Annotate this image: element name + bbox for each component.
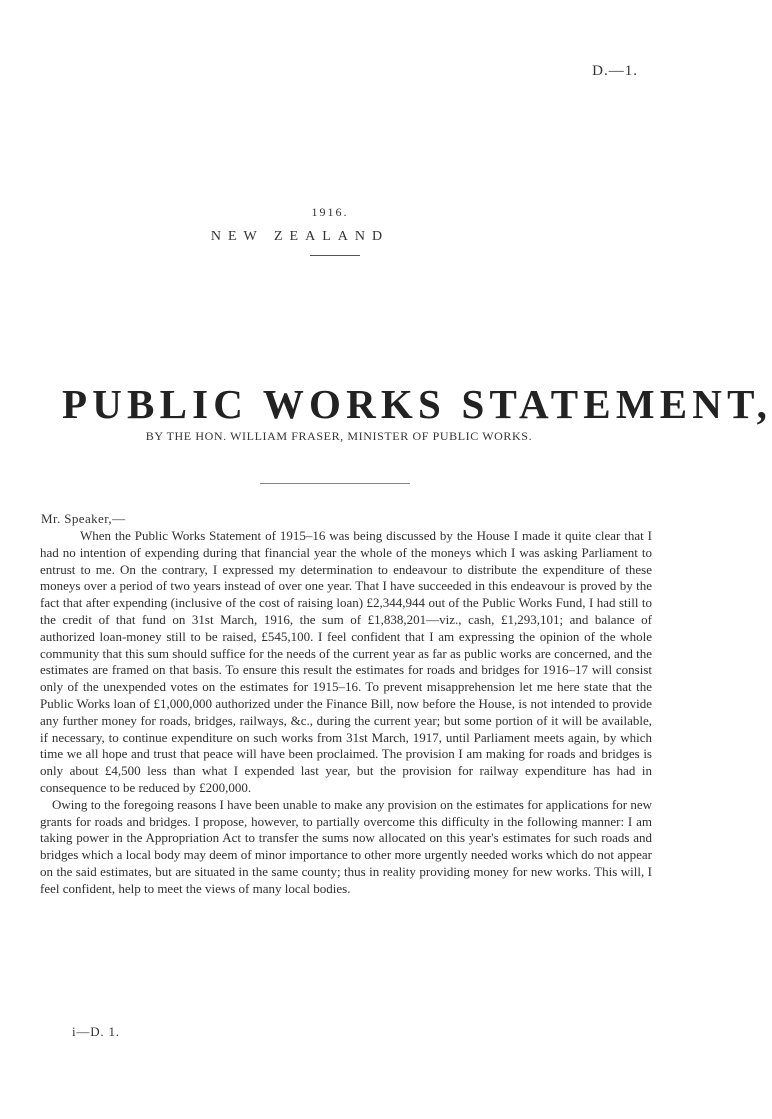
document-reference: D.—1.	[592, 63, 638, 79]
title-divider	[260, 483, 410, 484]
paragraph: When the Public Works Statement of 1915–16 was being discussed by the House I made it quite clear that I had no intention of expending during that financial year the whole of the moneys which I was asking Parliament to entrust to me. On the contrary, I expressed my determination to endeavour to distribute the expenditure of these moneys over a period of two years instead of over one year. That I have succeeded in this endeavour is proved by the fact that after expending (inclusive of the cost of raising loan) £2,344,944 out of the Public Works Fund, I had still to the credit of that fund on 31st March, 1916, the sum of £1,838,201—viz., cash, £1,293,101; and balance of authorized loan-money still to be raised, £545,100. I feel confident that I am expressing the opinion of the whole community that this sum should suffice for the needs of the current year as far as public works are concerned, and the estimates are framed on that basis. To ensure this result the estimates for roads and bridges for 1916–17 will consist only of the unexpended votes on the estimates for 1915–16. To prevent misapprehension let me here state that the Public Works loan of £1,000,000 authorized under the Finance Bill, now before the House, is not intended to provide any further money for roads, bridges, railways, &c., during the current year; but some portion of it will be available, if necessary, to continue expenditure on such works from 31st March, 1917, until Parliament meets again, by which time we all hope and trust that peace will have been proclaimed. The provision I am making for roads and bridges is only about £4,500 less than what I expended last year, but the provision for railway expenditure has had in consequence to be reduced by £200,000.	[40, 528, 652, 795]
salutation: Mr. Speaker,—	[41, 511, 126, 526]
document-year: 1916.	[311, 205, 349, 219]
signature-mark: i—D. 1.	[72, 1024, 120, 1039]
paragraph: Owing to the foregoing reasons I have been unable to make any provision on the estimates for applications for new grants for roads and bridges. I propose, however, to partially overcome this difficulty in the following manner: I am taking power in the Appropriation Act to transfer the sums now allocated on this year's estimates for such roads and bridges which a local body may deem of minor importance to other more urgently needed works which do not appear on the said estimates, but are situated in the same county; thus in reality providing money for new works. This will, I feel confident, help to meet the views of many local bodies.	[40, 796, 652, 896]
document-title: PUBLIC WORKS STATEMENT,	[62, 381, 772, 427]
document-byline: BY THE HON. WILLIAM FRASER, MINISTER OF PUBLIC WORKS.	[145, 429, 533, 443]
header-divider	[310, 255, 360, 256]
country-name: NEW ZEALAND	[210, 229, 390, 244]
body-text	[40, 528, 652, 898]
